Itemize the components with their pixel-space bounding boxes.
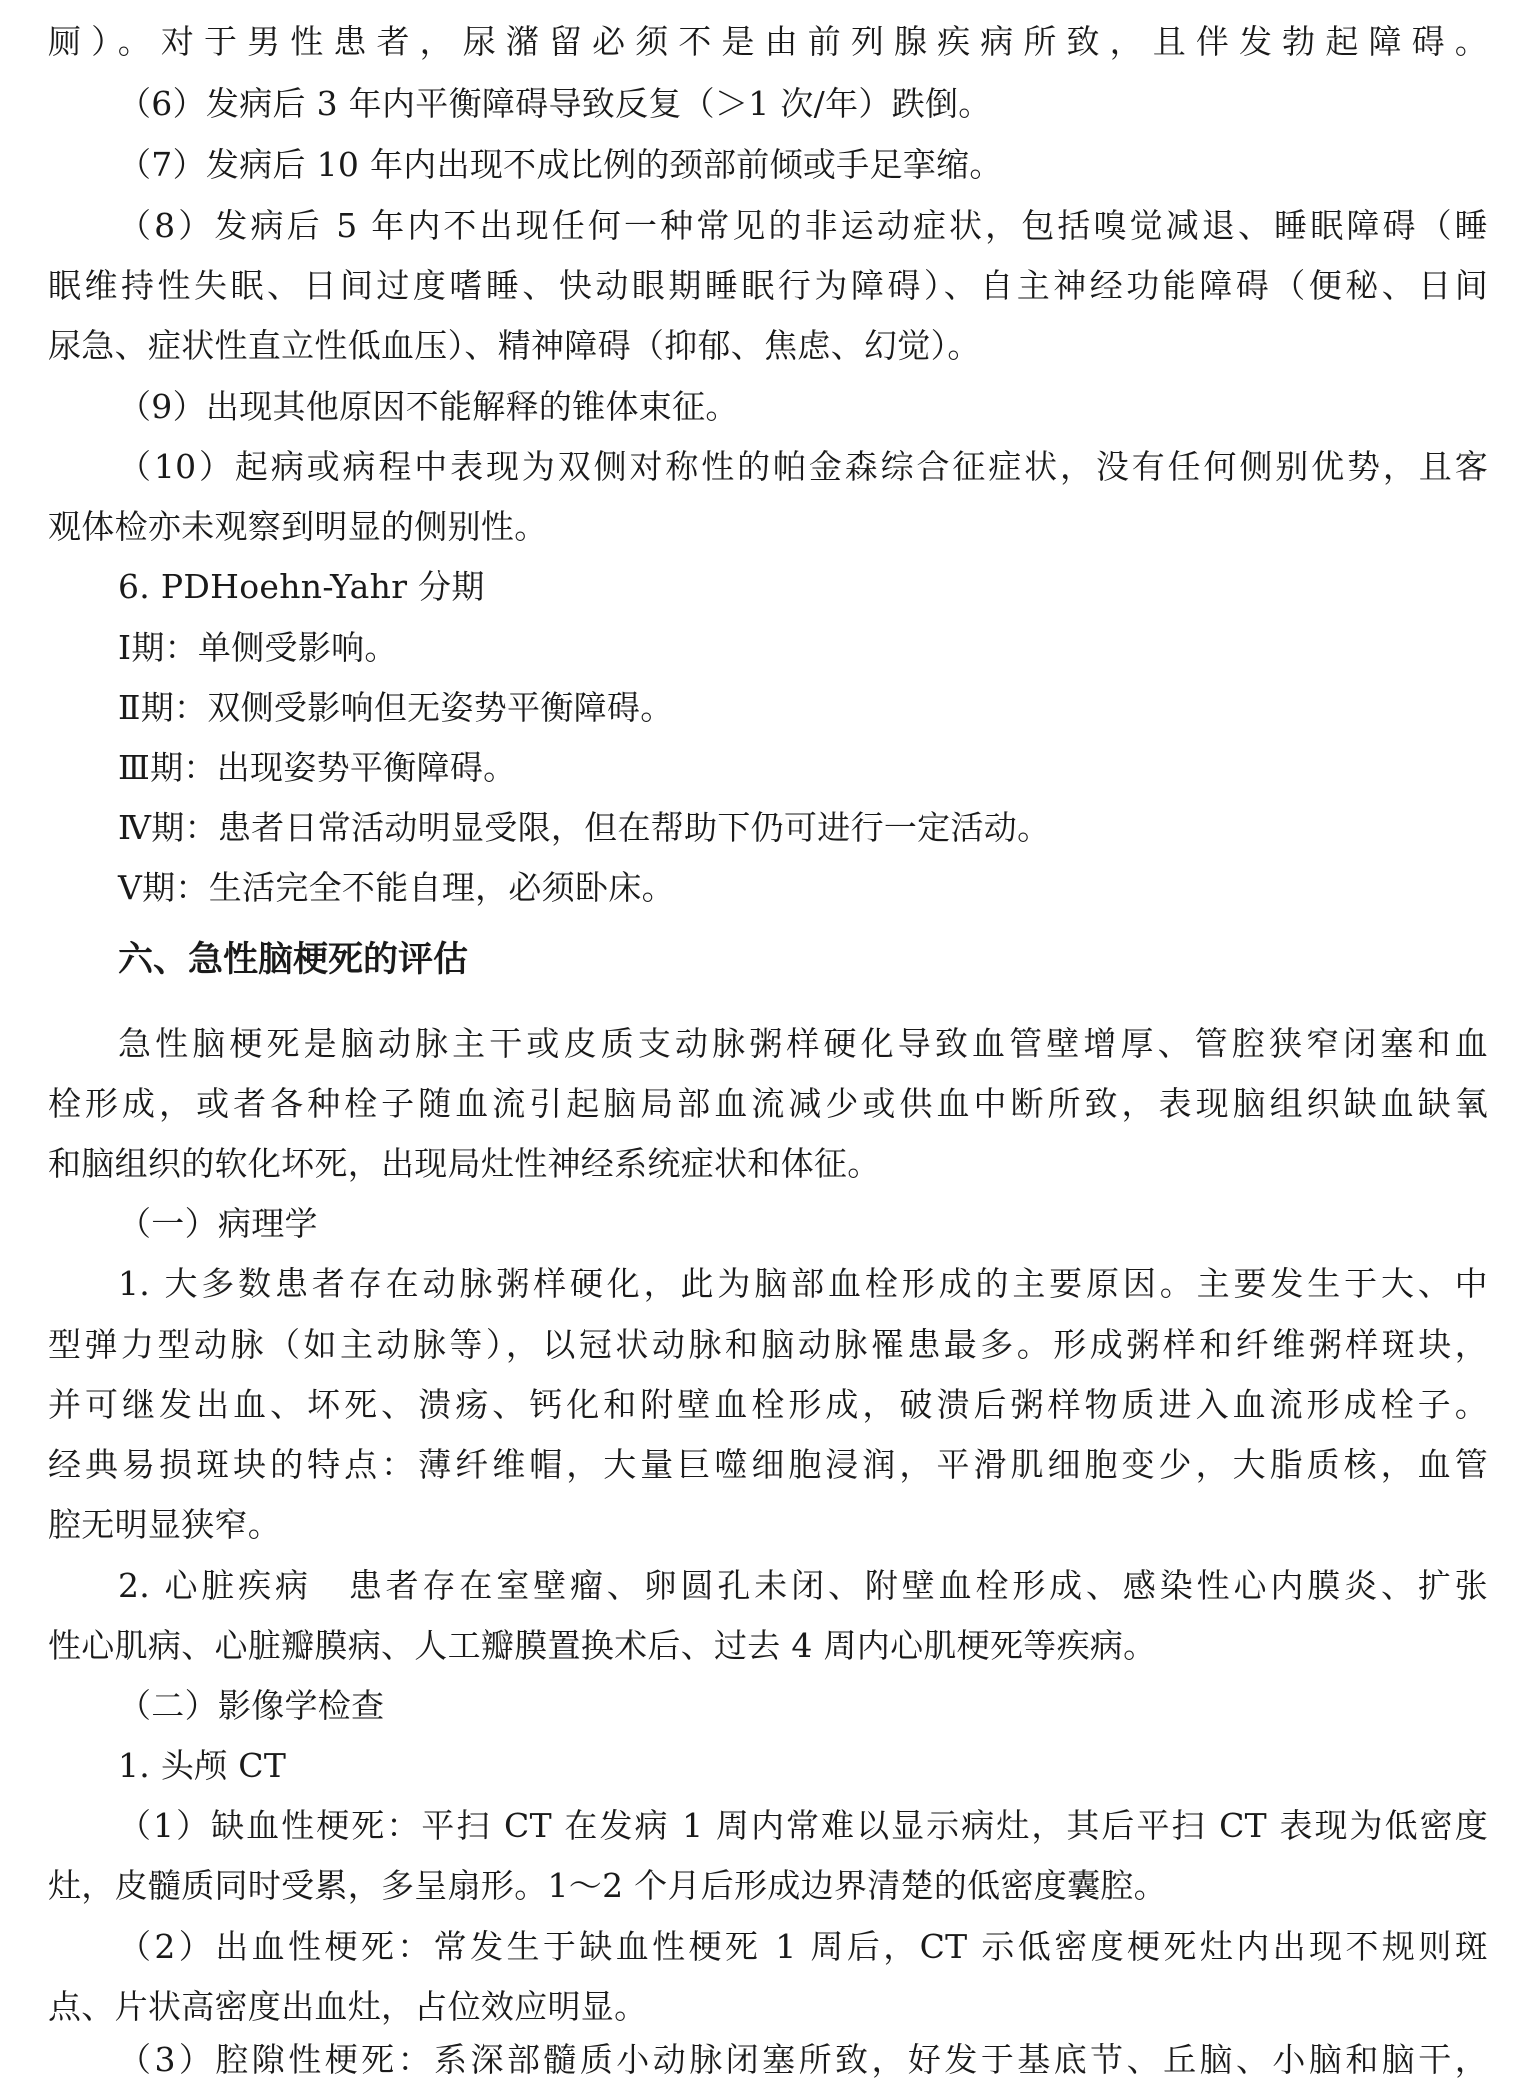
paragraph-line: 点、片状高密度出血灶，占位效应明显。: [48, 1987, 648, 2026]
paragraph-line: （2）出血性梗死：常发生于缺血性梗死 1 周后，CT 示低密度梗死灶内出现不规则斑: [118, 1927, 1488, 1966]
paragraph-line: 经典易损斑块的特点：薄纤维帽，大量巨噬细胞浸润，平滑肌细胞变少，大脂质核，血管: [48, 1445, 1488, 1484]
text-line: 观体检亦未观察到明显的侧别性。: [48, 507, 548, 546]
stage-item: Ⅲ期：出现姿势平衡障碍。: [118, 748, 517, 787]
stage-item: Ⅳ期：患者日常活动明显受限，但在帮助下仍可进行一定活动。: [118, 808, 1051, 847]
subsection-title: 1. 头颅 CT: [118, 1746, 287, 1785]
paragraph-line: 型弹力型动脉（如主动脉等），以冠状动脉和脑动脉罹患最多。形成粥样和纤维粥样斑块，: [48, 1325, 1488, 1364]
paragraph-line: （3）腔隙性梗死：系深部髓质小动脉闭塞所致，好发于基底节、丘脑、小脑和脑干，: [118, 2040, 1488, 2079]
stage-item: Ⅱ期：双侧受影响但无姿势平衡障碍。: [118, 688, 674, 727]
text-line: 眠维持性失眠、日间过度嗜睡、快动眼期睡眠行为障碍）、自主神经功能障碍（便秘、日间: [48, 266, 1488, 305]
text-line: 厕）。对于男性患者，尿潴留必须不是由前列腺疾病所致，且伴发勃起障碍。: [48, 22, 1488, 61]
list-item-6: （6）发病后 3 年内平衡障碍导致反复（＞1 次/年）跌倒。: [118, 84, 992, 123]
text-line: 尿急、症状性直立性低血压）、精神障碍（抑郁、焦虑、幻觉）。: [48, 326, 981, 365]
subsection-title: （一）病理学: [118, 1204, 318, 1243]
subsection-title: （二）影像学检查: [118, 1686, 385, 1725]
stage-item: Ⅰ期：单侧受影响。: [118, 628, 398, 667]
paragraph-line: 性心肌病、心脏瓣膜病、人工瓣膜置换术后、过去 4 周内心肌梗死等疾病。: [48, 1626, 1157, 1665]
list-item-7: （7）发病后 10 年内出现不成比例的颈部前倾或手足挛缩。: [118, 145, 1003, 184]
section-heading: 六、急性脑梗死的评估: [118, 940, 469, 980]
stage-item: Ⅴ期：生活完全不能自理，必须卧床。: [118, 868, 675, 907]
paragraph-line: 1. 大多数患者存在动脉粥样硬化，此为脑部血栓形成的主要原因。主要发生于大、中: [118, 1264, 1488, 1303]
paragraph-line: 急性脑梗死是脑动脉主干或皮质支动脉粥样硬化导致血管壁增厚、管腔狭窄闭塞和血: [118, 1024, 1488, 1063]
paragraph-line: 并可继发出血、坏死、溃疡、钙化和附壁血栓形成，破溃后粥样物质进入血流形成栓子。: [48, 1385, 1488, 1424]
paragraph-line: 2. 心脏疾病 患者存在室壁瘤、卵圆孔未闭、附壁血栓形成、感染性心内膜炎、扩张: [118, 1566, 1488, 1605]
paragraph-line: 腔无明显狭窄。: [48, 1505, 282, 1544]
paragraph-line: 栓形成，或者各种栓子随血流引起脑局部血流减少或供血中断所致，表现脑组织缺血缺氧: [48, 1084, 1488, 1123]
list-item-9: （9）出现其他原因不能解释的锥体束征。: [118, 387, 739, 426]
list-item-10: （10）起病或病程中表现为双侧对称性的帕金森综合征症状，没有任何侧别优势，且客: [118, 447, 1488, 486]
section-subtitle: 6. PDHoehn-Yahr 分期: [118, 567, 485, 606]
paragraph-line: 和脑组织的软化坏死，出现局灶性神经系统症状和体征。: [48, 1144, 881, 1183]
paragraph-line: 灶，皮髓质同时受累，多呈扇形。1～2 个月后形成边界清楚的低密度囊腔。: [48, 1866, 1167, 1905]
paragraph-line: （1）缺血性梗死：平扫 CT 在发病 1 周内常难以显示病灶，其后平扫 CT 表现为低密度: [118, 1806, 1488, 1845]
list-item-8: （8）发病后 5 年内不出现任何一种常见的非运动症状，包括嗅觉减退、睡眠障碍（睡: [118, 206, 1488, 245]
